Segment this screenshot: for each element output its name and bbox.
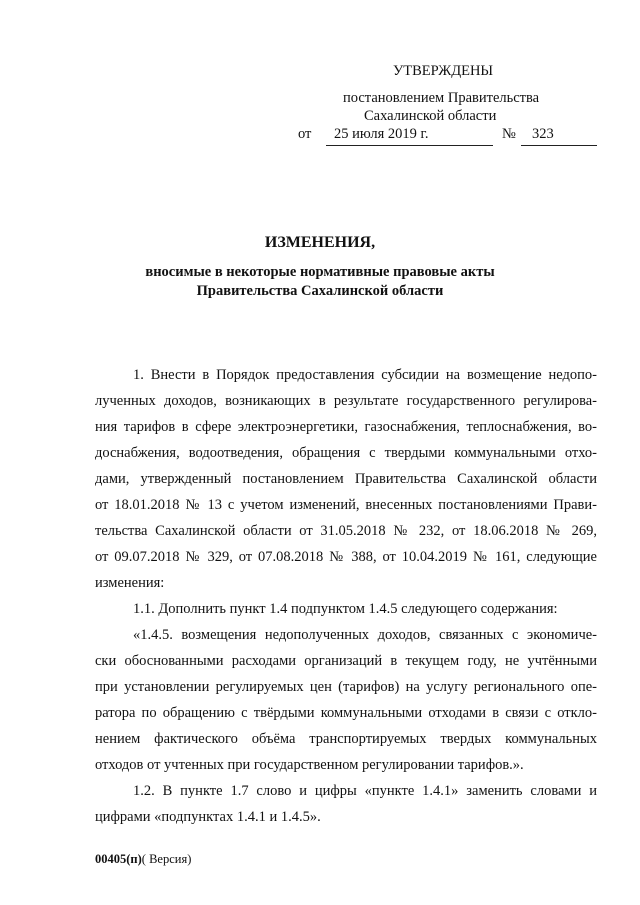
date-underline [326, 145, 493, 146]
text-line: 1.2. В пункте 1.7 слово и цифры «пункте 1.4.1» заменить словами и [133, 783, 597, 799]
text-line: 1. Внести в Порядок предоставления субсидии на возмещение недопо- [133, 367, 597, 383]
text-line: дами, утвержденный постановлением Правительства Сахалинской области [95, 471, 597, 487]
approval-from-label: от [298, 126, 312, 142]
text-line: от 18.01.2018 № 13 с учетом изменений, внесенных постановлениями Прави- [95, 497, 597, 513]
text-line: цифрами «подпунктах 1.4.1 и 1.4.5». [95, 809, 321, 825]
text-line: доснабжения, водоотведения, обращения с твердыми коммунальными отхо- [95, 445, 597, 461]
text-line: ния тарифов в сфере электроэнергетики, газоснабжения, теплоснабжения, во- [95, 419, 597, 435]
text-line: 1.1. Дополнить пункт 1.4 подпунктом 1.4.5 следующего содержания: [133, 601, 558, 617]
subtitle-line-1: вносимые в некоторые нормативные правовые акты [145, 264, 495, 280]
number-underline [521, 145, 597, 146]
text-line: ратора по обращению с твёрдыми коммунальными отходами в связи с откло- [95, 705, 597, 721]
text-line: «1.4.5. возмещения недополученных доходов, связанных с экономиче- [133, 627, 597, 643]
subtitle-line-2: Правительства Сахалинской области [196, 283, 444, 299]
paragraph-3-quote [95, 622, 597, 778]
text-line: лученных доходов, возникающих в результате государственного регулирова- [95, 393, 597, 409]
paragraph-1 [95, 362, 597, 596]
text-line: от 09.07.2018 № 329, от 07.08.2018 № 388, от 10.04.2019 № 161, следующие [95, 549, 597, 565]
approval-number-label: № [502, 126, 516, 142]
approval-number: 323 [532, 126, 554, 142]
approval-line-2: Сахалинской области [364, 108, 497, 124]
footer-version: ( Версия) [141, 852, 192, 866]
footer-code: 00405(п) [95, 852, 142, 866]
text-line: при установлении регулируемых цен (тарифов) на услугу регионального опе- [95, 679, 597, 695]
approval-heading: УТВЕРЖДЕНЫ [393, 63, 494, 79]
text-line: отходов от учтенных при государственном регулировании тарифов.». [95, 757, 524, 773]
paragraph-4 [95, 778, 597, 830]
document-title: ИЗМЕНЕНИЯ, [264, 234, 376, 251]
paragraph-2 [95, 596, 597, 622]
text-line: ски обоснованными расходами организаций в текущем году, не учтёнными [95, 653, 597, 669]
document-footer [95, 852, 191, 867]
text-line: изменения: [95, 575, 165, 591]
approval-date: 25 июля 2019 г. [334, 126, 429, 142]
document-body [95, 362, 597, 830]
text-line: тельства Сахалинской области от 31.05.2018 № 232, от 18.06.2018 № 269, [95, 523, 597, 539]
approval-line-1: постановлением Правительства [343, 90, 540, 106]
text-line: нением фактического объёма транспортируемых твердых коммунальных [95, 731, 597, 747]
